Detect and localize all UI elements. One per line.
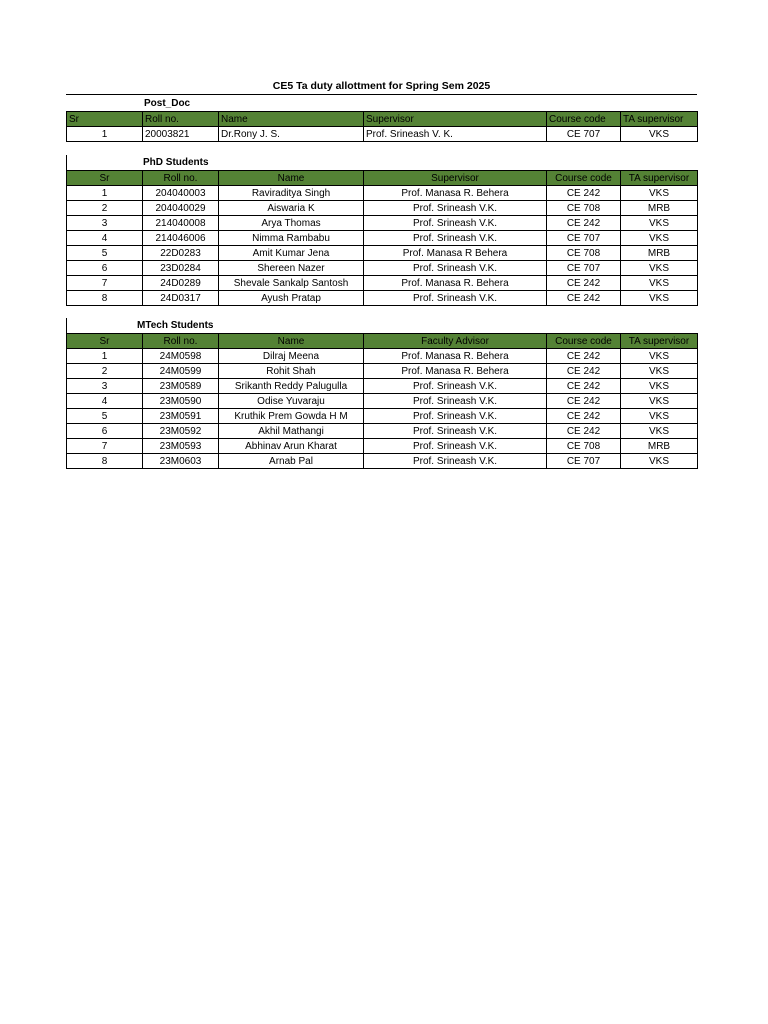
- table-row: [67, 127, 698, 142]
- table-row: [67, 424, 698, 439]
- cell-ta-supervisor: VKS: [621, 261, 698, 276]
- cell-faculty-advisor: Prof. Srineash V.K.: [364, 379, 547, 394]
- cell-roll-no: 23M0592: [143, 424, 219, 439]
- cell-course-code: CE 708: [547, 439, 621, 454]
- cell-course-code: CE 707: [547, 454, 621, 469]
- phd-heading-text: PhD Students: [143, 157, 209, 168]
- cell-ta-supervisor: VKS: [621, 231, 698, 246]
- page-title: CE5 Ta duty allottment for Spring Sem 2025: [66, 79, 697, 95]
- cell-name: Arya Thomas: [219, 216, 364, 231]
- cell-name: Nimma Rambabu: [219, 231, 364, 246]
- cell-ta-supervisor: VKS: [621, 379, 698, 394]
- cell-roll-no: 23M0591: [143, 409, 219, 424]
- mtech-section: [66, 318, 697, 469]
- cell-sr: 5: [67, 409, 143, 424]
- cell-sr: 4: [67, 394, 143, 409]
- cell-roll-no: 24M0598: [143, 349, 219, 364]
- cell-ta-supervisor: VKS: [621, 364, 698, 379]
- cell-course-code: CE 242: [547, 409, 621, 424]
- cell-course-code: CE 242: [547, 186, 621, 201]
- table-row: [67, 261, 698, 276]
- cell-roll-no: 23M0603: [143, 454, 219, 469]
- cell-supervisor: Prof. Srineash V.K.: [364, 231, 547, 246]
- cell-course-code: CE 707: [547, 231, 621, 246]
- cell-faculty-advisor: Prof. Srineash V.K.: [364, 409, 547, 424]
- cell-course-code: CE 242: [547, 291, 621, 306]
- postdoc-table: [66, 111, 698, 142]
- mtech-header-row: [67, 334, 698, 349]
- cell-ta-supervisor: MRB: [621, 201, 698, 216]
- cell-ta-supervisor: VKS: [621, 127, 698, 142]
- cell-sr: 1: [67, 349, 143, 364]
- column-header-faculty-advisor: Faculty Advisor: [364, 334, 547, 349]
- column-header-ta-supervisor: TA supervisor: [621, 112, 698, 127]
- column-header-supervisor: Supervisor: [364, 171, 547, 186]
- phd-table: [66, 170, 698, 306]
- cell-faculty-advisor: Prof. Srineash V.K.: [364, 394, 547, 409]
- cell-ta-supervisor: VKS: [621, 186, 698, 201]
- table-row: [67, 394, 698, 409]
- cell-sr: 4: [67, 231, 143, 246]
- cell-course-code: CE 242: [547, 424, 621, 439]
- cell-sr: 5: [67, 246, 143, 261]
- cell-roll-no: 214040008: [143, 216, 219, 231]
- cell-sr: 8: [67, 291, 143, 306]
- column-header-name: Name: [219, 334, 364, 349]
- cell-roll-no: 24D0317: [143, 291, 219, 306]
- cell-name: Rohit Shah: [219, 364, 364, 379]
- cell-roll-no: 23M0593: [143, 439, 219, 454]
- cell-course-code: CE 242: [547, 216, 621, 231]
- table-row: [67, 454, 698, 469]
- column-header-name: Name: [219, 112, 364, 127]
- cell-ta-supervisor: VKS: [621, 276, 698, 291]
- cell-sr: 2: [67, 201, 143, 216]
- column-header-sr: Sr: [67, 171, 143, 186]
- cell-roll-no: 24M0599: [143, 364, 219, 379]
- cell-ta-supervisor: MRB: [621, 246, 698, 261]
- cell-supervisor: Prof. Srineash V.K.: [364, 261, 547, 276]
- cell-sr: 1: [67, 186, 143, 201]
- column-header-roll-no: Roll no.: [143, 334, 219, 349]
- cell-name: Arnab Pal: [219, 454, 364, 469]
- table-row: [67, 409, 698, 424]
- cell-sr: 6: [67, 424, 143, 439]
- table-row: [67, 201, 698, 216]
- table-row: [67, 291, 698, 306]
- cell-supervisor: Prof. Srineash V.K.: [364, 201, 547, 216]
- cell-course-code: CE 242: [547, 364, 621, 379]
- column-header-supervisor: Supervisor: [364, 112, 547, 127]
- column-header-course-code: Course code: [547, 112, 621, 127]
- cell-course-code: CE 242: [547, 394, 621, 409]
- cell-name: Kruthik Prem Gowda H M: [219, 409, 364, 424]
- column-header-name: Name: [219, 171, 364, 186]
- cell-name: Ayush Pratap: [219, 291, 364, 306]
- phd-heading: [66, 155, 697, 170]
- postdoc-header-row: [67, 112, 698, 127]
- cell-sr: 3: [67, 216, 143, 231]
- cell-name: Abhinav Arun Kharat: [219, 439, 364, 454]
- table-row: [67, 246, 698, 261]
- column-header-roll-no: Roll no.: [143, 112, 219, 127]
- phd-section: [66, 155, 697, 306]
- cell-ta-supervisor: VKS: [621, 216, 698, 231]
- cell-ta-supervisor: VKS: [621, 424, 698, 439]
- cell-course-code: CE 708: [547, 246, 621, 261]
- table-row: [67, 379, 698, 394]
- postdoc-section: [66, 96, 697, 142]
- table-row: [67, 231, 698, 246]
- cell-ta-supervisor: VKS: [621, 454, 698, 469]
- column-header-sr: Sr: [67, 112, 143, 127]
- cell-name: Amit Kumar Jena: [219, 246, 364, 261]
- postdoc-heading-text: Post_Doc: [144, 98, 191, 109]
- cell-supervisor: Prof. Srineash V. K.: [364, 127, 547, 142]
- cell-roll-no: 23M0590: [143, 394, 219, 409]
- cell-roll-no: 20003821: [143, 127, 219, 142]
- table-row: [67, 216, 698, 231]
- cell-roll-no: 204040003: [143, 186, 219, 201]
- cell-supervisor: Prof. Srineash V.K.: [364, 216, 547, 231]
- cell-name: Srikanth Reddy Palugulla: [219, 379, 364, 394]
- column-header-roll-no: Roll no.: [143, 171, 219, 186]
- cell-name: Raviraditya Singh: [219, 186, 364, 201]
- cell-supervisor: Prof. Srineash V.K.: [364, 291, 547, 306]
- table-row: [67, 349, 698, 364]
- cell-roll-no: 214046006: [143, 231, 219, 246]
- cell-faculty-advisor: Prof. Manasa R. Behera: [364, 364, 547, 379]
- cell-faculty-advisor: Prof. Srineash V.K.: [364, 439, 547, 454]
- column-header-ta-supervisor: TA supervisor: [621, 171, 698, 186]
- cell-sr: 6: [67, 261, 143, 276]
- table-row: [67, 364, 698, 379]
- cell-sr: 7: [67, 276, 143, 291]
- cell-course-code: CE 707: [547, 261, 621, 276]
- cell-supervisor: Prof. Manasa R Behera: [364, 246, 547, 261]
- mtech-table: [66, 333, 698, 469]
- cell-course-code: CE 708: [547, 201, 621, 216]
- cell-sr: 1: [67, 127, 143, 142]
- column-header-course-code: Course code: [547, 171, 621, 186]
- column-header-ta-supervisor: TA supervisor: [621, 334, 698, 349]
- cell-faculty-advisor: Prof. Srineash V.K.: [364, 454, 547, 469]
- cell-ta-supervisor: VKS: [621, 291, 698, 306]
- cell-ta-supervisor: VKS: [621, 349, 698, 364]
- cell-course-code: CE 707: [547, 127, 621, 142]
- table-row: [67, 276, 698, 291]
- cell-roll-no: 204040029: [143, 201, 219, 216]
- cell-ta-supervisor: VKS: [621, 409, 698, 424]
- cell-name: Shereen Nazer: [219, 261, 364, 276]
- cell-name: Dr.Rony J. S.: [219, 127, 364, 142]
- cell-ta-supervisor: VKS: [621, 394, 698, 409]
- cell-roll-no: 23M0589: [143, 379, 219, 394]
- cell-sr: 2: [67, 364, 143, 379]
- phd-header-row: [67, 171, 698, 186]
- cell-supervisor: Prof. Manasa R. Behera: [364, 276, 547, 291]
- cell-roll-no: 23D0284: [143, 261, 219, 276]
- cell-faculty-advisor: Prof. Srineash V.K.: [364, 424, 547, 439]
- cell-sr: 7: [67, 439, 143, 454]
- cell-sr: 8: [67, 454, 143, 469]
- mtech-heading-text: MTech Students: [137, 320, 214, 331]
- cell-ta-supervisor: MRB: [621, 439, 698, 454]
- table-row: [67, 186, 698, 201]
- cell-name: Aiswaria K: [219, 201, 364, 216]
- mtech-heading: [66, 318, 697, 333]
- cell-course-code: CE 242: [547, 276, 621, 291]
- cell-supervisor: Prof. Manasa R. Behera: [364, 186, 547, 201]
- table-row: [67, 439, 698, 454]
- cell-course-code: CE 242: [547, 349, 621, 364]
- column-header-sr: Sr: [67, 334, 143, 349]
- cell-name: Shevale Sankalp Santosh: [219, 276, 364, 291]
- cell-faculty-advisor: Prof. Manasa R. Behera: [364, 349, 547, 364]
- column-header-course-code: Course code: [547, 334, 621, 349]
- cell-name: Odise Yuvaraju: [219, 394, 364, 409]
- cell-name: Akhil Mathangi: [219, 424, 364, 439]
- cell-roll-no: 24D0289: [143, 276, 219, 291]
- postdoc-heading: [66, 96, 697, 111]
- cell-sr: 3: [67, 379, 143, 394]
- cell-roll-no: 22D0283: [143, 246, 219, 261]
- cell-course-code: CE 242: [547, 379, 621, 394]
- cell-name: Dilraj Meena: [219, 349, 364, 364]
